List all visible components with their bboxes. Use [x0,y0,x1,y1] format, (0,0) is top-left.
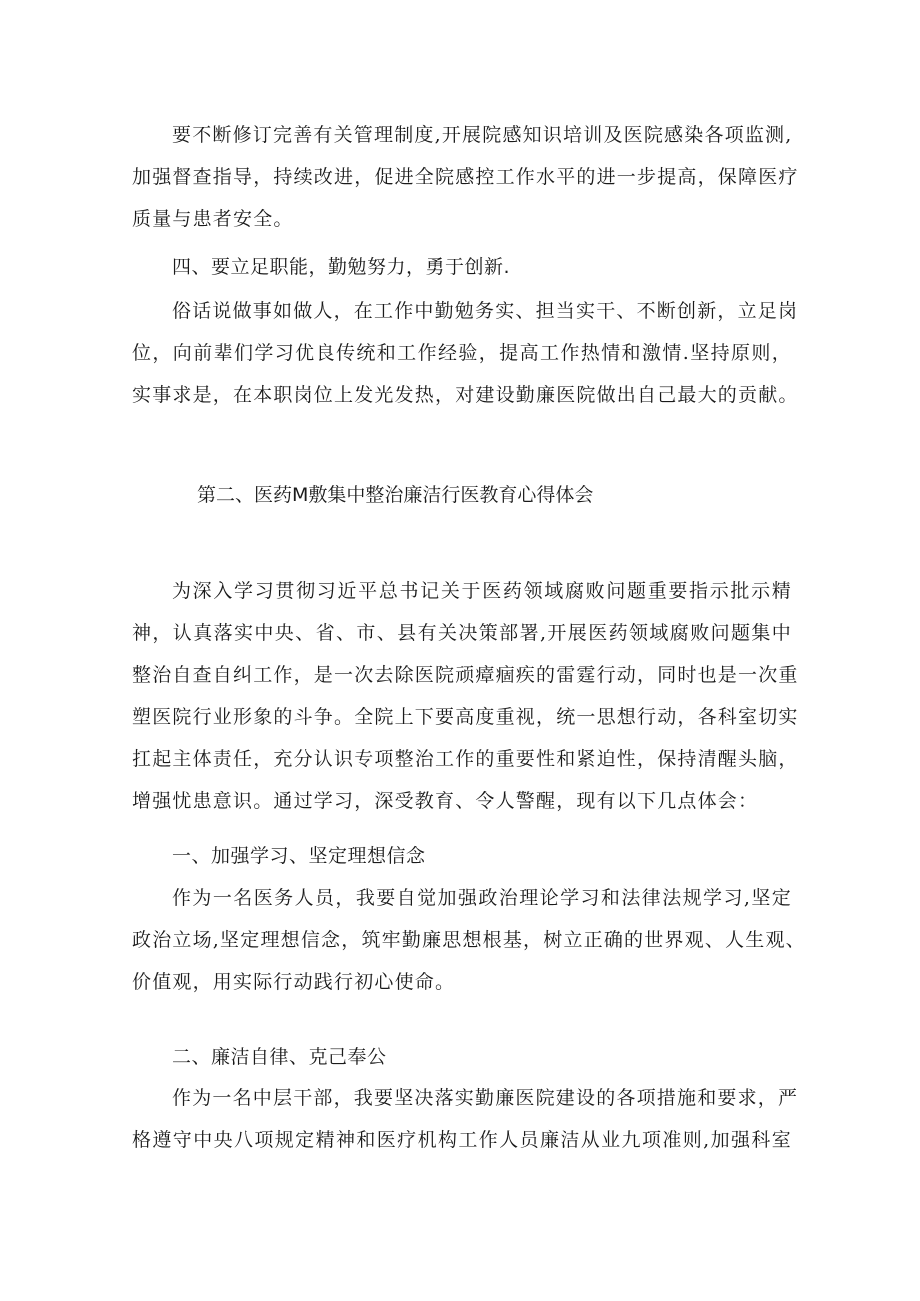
section-title: 第二、医药M敷集中整治廉洁行医教育心得体会 [197,484,594,506]
text-line: 增强忧患意识。通过学习，深受教育、令人警醒，现有以下几点体会： [132,790,759,812]
text-line: 位，向前辈们学习优良传统和工作经验，提高工作热情和激情.坚持原则， [132,342,792,364]
heading-four: 四、要立足职能，勤勉努力，勇于创新. [172,256,511,278]
text-line: 政治立场,坚定理想信念，筑牢勤廉思想根基，树立正确的世界观、人生观、 [132,929,806,951]
heading-two: 二、廉洁自律、克己奉公 [172,1046,387,1068]
paragraph-two [132,1077,799,1161]
text-line: 整治自查自纠工作，是一次去除医院顽瘴痼疾的雷霆行动，同时也是一次重 [132,664,799,686]
paragraph-intro [132,570,799,822]
text-line: 为深入学习贯彻习近平总书记关于医药领域腐败问题重要指示批示精 [172,580,792,602]
text-line: 作为一名医务人员，我要自觉加强政治理论学习和法律法规学习,坚定 [172,887,792,909]
text-line: 实事求是，在本职岗位上发光发热，对建设勤廉医院做出自己最大的贡献。 [132,384,799,406]
text-line: 俗话说做事如做人，在工作中勤勉务实、担当实干、不断创新，立足岗 [172,300,799,322]
paragraph-four [132,290,799,416]
text-line: 神，认真落实中央、省、市、县有关决策部署,开展医药领域腐败问题集中 [132,622,792,644]
heading-one: 一、加强学习、坚定理想信念 [172,845,426,867]
paragraph-one [132,877,806,1003]
text-line: 格遵守中央八项规定精神和医疗机构工作人员廉洁从业九项准则,加强科室 [132,1129,792,1151]
text-line: 塑医院行业形象的斗争。全院上下要高度重视，统一思想行动，各科室切实 [132,706,799,728]
text-line: 扛起主体责任，充分认识专项整治工作的重要性和紧迫性，保持清醒头脑， [132,748,799,770]
paragraph-prev-end [132,114,799,240]
text-line: 价值观，用实际行动践行初心使命。 [132,971,456,993]
text-line: 要不断修订完善有关管理制度,开展院感知识培训及医院感染各项监测, [172,124,793,146]
text-line: 质量与患者安全。 [132,208,294,230]
text-line: 作为一名中层干部，我要坚决落实勤廉医院建设的各项措施和要求，严 [172,1087,799,1109]
text-line: 加强督查指导，持续改进，促进全院感控工作水平的进一步提高，保障医疗 [132,166,799,188]
